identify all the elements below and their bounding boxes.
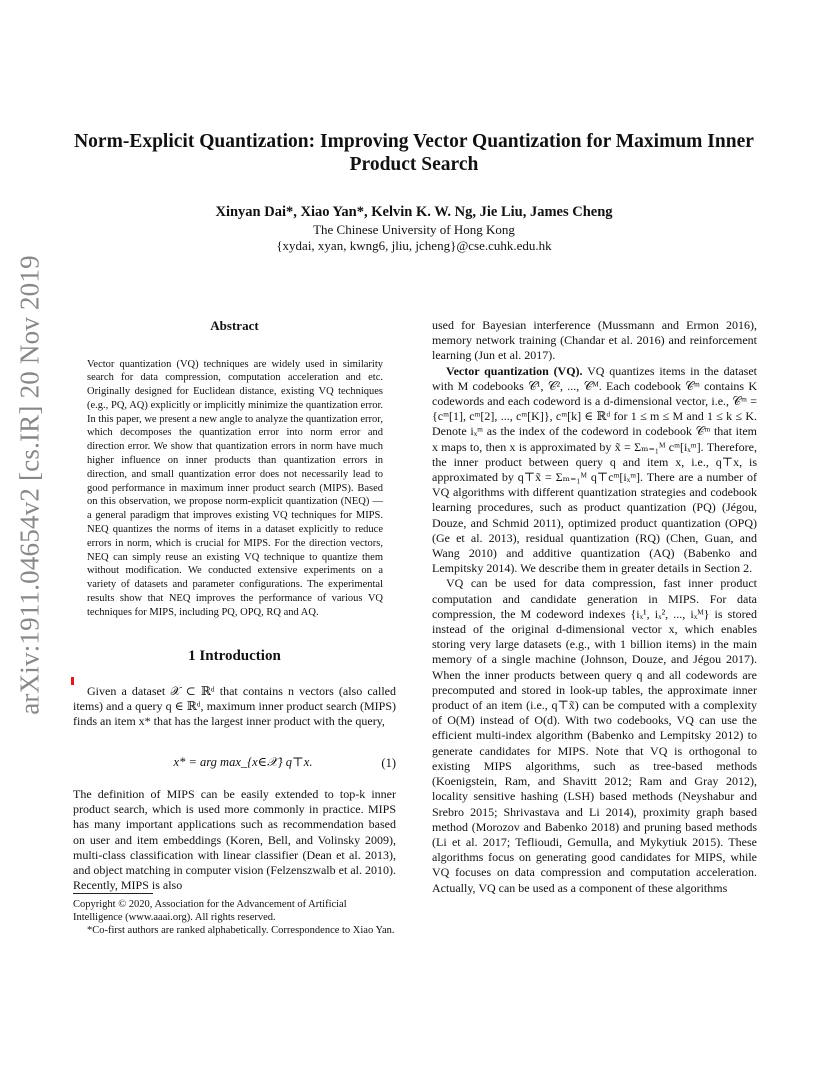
paper-title: Norm-Explicit Quantization: Improving Vector Quantization for Maximum Inner Product Search (74, 131, 754, 175)
affiliation: The Chinese University of Hong Kong (313, 222, 515, 237)
right-paragraph-2 (432, 364, 757, 577)
equation-body: x* = arg max_{x∈𝒳} q⊤x. (173, 755, 313, 769)
intro-paragraph-1: Given a dataset 𝒳 ⊂ ℝᵈ that contains n vectors (also called items) and a query q ∈ ℝᵈ, maximum inner product search (MIPS) finds an item x* that has the largest inner product with the query, (73, 684, 396, 729)
right-column (432, 318, 757, 896)
right-paragraph-3: VQ can be used for data compression, fast inner product computation and candidate generation in MIPS. For data compression, the M codeword indexes {iₓ¹, iₓ², ..., iₓᴹ} is stored instead of the original d-dimensional vector x, which enables storing very large datasets (e.g., with 1 billion items) in the main memory of a single machine (Johnson, Douze, and Jégou 2017). When the inner products between query q and all codewords are precomputed and stored in look-up tables, the approximate inner product of an item (i.e., q⊤x̃) can be computed with a complexity of O(M) instead of O(d). With two codebooks, VQ can use the efficient multi-index algorithm (Babenko and Lempitsky 2012) to generate candidates for MIPS. Note that VQ is orthogonal to existing MIPS algorithms, such as tree-based methods (Koenigstein, Ram, and Shavitt 2012; Ram and Gray 2012), locality sensitive hashing (LSH) based methods (Neyshabur and Srebro 2015; Shrivastava and Li 2014), proximity graph based method (Morozov and Babenko 2018) and pruning based methods (Li et al. 2017; Teflioudi, Gemulla, and Mykytiuk 2015). These algorithms focus on generating good candidates for MIPS, while VQ focuses on data compression and computation acceleration. Actually, VQ can be used as a component of these algorithms (432, 576, 757, 895)
abstract-text: Vector quantization (VQ) techniques are widely used in similarity search for data compression, computation acceleration and etc. Originally designed for Euclidean distance, existing VQ techniques (e.g., PQ, AQ) explicitly or implicitly minimize the quantization error. In this paper, we present a new angle to analyze the quantization error, which decomposes the quantization error into norm error and direction error. We show that quantization errors in norm have much higher influence on inner products than quantization errors in direction, and small quantization error does not necessarily lead to good performance in maximum inner product search (MIPS). Based on this observation, we propose norm-explicit quantization (NEQ) — a general paradigm that improves existing VQ techniques for MIPS. NEQ quantizes the norms of items in a dataset explicitly to reduce errors in norm, which is crucial for MIPS. For the direction vectors, NEQ can simply reuse an existing VQ technique to quantize them without modification. We conducted extensive experiments on a variety of datasets and parameter configurations. The experimental results show that NEQ improves the performance of various VQ techniques for MIPS, including PQ, OPQ, RQ and AQ. (87, 358, 383, 618)
intro-column-top (73, 684, 396, 730)
vq-heading: Vector quantization (VQ). (446, 363, 583, 378)
footnotes (73, 898, 396, 937)
abstract-heading: Abstract (210, 318, 259, 333)
intro-column-bottom (73, 787, 396, 893)
author-list: Xinyan Dai*, Xiao Yan*, Kelvin K. W. Ng, Jie Liu, James Cheng (215, 204, 613, 220)
right-paragraph-1: used for Bayesian interference (Mussmann and Ermon 2016), memory network training (Chandar et al. 2016) and reinforcement learning (Jun et al. 2017). (432, 318, 757, 363)
vq-text: VQ quantizes items in the dataset with M codebooks 𝒞¹, 𝒞², ..., 𝒞ᴹ. Each codebook 𝒞ᵐ contains K codewords and each codeword is a d-dimensional vector, i.e., 𝒞ᵐ = {cᵐ[1], cᵐ[2], ..., cᵐ[K]}, cᵐ[k] ∈ ℝᵈ for 1 ≤ m ≤ M and 1 ≤ k ≤ K. Denote iₓᵐ as the index of the codeword in codebook 𝒞ᵐ that item x maps to, then x is approximated by x̃ = Σₘ₌₁ᴹ cᵐ[iₓᵐ]. Therefore, the inner product between query q and item x, i.e., q⊤x, is approximated by q⊤x̃ = Σₘ₌₁ᴹ q⊤cᵐ[iₓᵐ]. There are a number of VQ algorithms with different quantization strategies and codebook learning procedures, such as product quantization (PQ) (Jégou, Douze, and Schmid 2011), optimized product quantization (OPQ) (Ge et al. 2013), residual quantization (RQ) (Chen, Guan, and Wang 2010) and additive quantization (AQ) (Babenko and Lempitsky 2014). We describe them in greater details in Section 2. (432, 363, 757, 576)
author-emails: {xydai, xyan, kwng6, jliu, jcheng}@cse.cuhk.edu.hk (276, 238, 552, 253)
arxiv-stamp: arXiv:1911.04654v2 [cs.IR] 20 Nov 2019 (14, 255, 45, 715)
equation-number: (1) (381, 756, 396, 770)
section-heading-introduction: 1 Introduction (188, 648, 281, 664)
intro-paragraph-2: The definition of MIPS can be easily extended to top-k inner product search, which is used more commonly in practice. MIPS has many important applications such as recommendation based on user and item embeddings (Koren, Bell, and Volinsky 2009), multi-class classification with linear classifier (Dean et al. 2013), and object matching in computer vision (Felzenszwalb et al. 2010). Recently, MIPS is also (73, 787, 396, 893)
footnote-rule (73, 893, 153, 894)
cofirst-footnote: *Co-first authors are ranked alphabetically. Correspondence to Xiao Yan. (87, 925, 395, 936)
copyright-footnote: Copyright © 2020, Association for the Advancement of Artificial Intelligence (www.aaai.org). All rights reserved. (73, 899, 347, 923)
equation-1 (73, 754, 396, 784)
